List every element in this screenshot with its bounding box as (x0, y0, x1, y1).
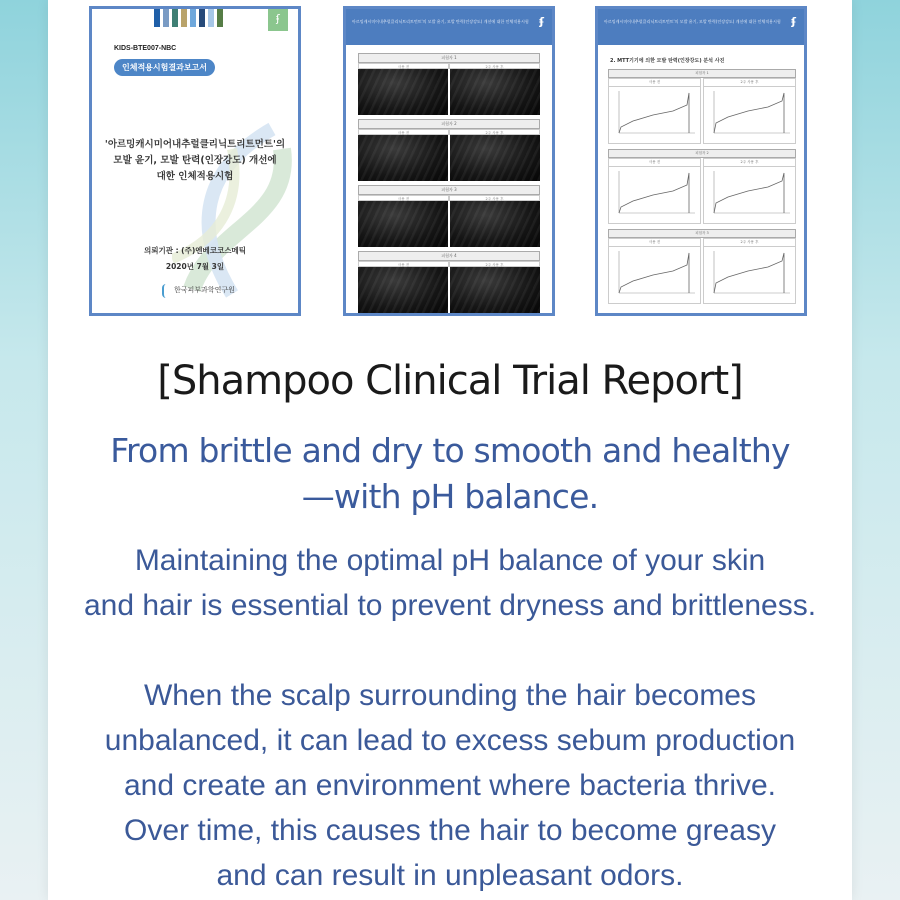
chart-after (703, 158, 796, 224)
report-cover-thumbnail (89, 6, 301, 316)
hair-photo-after (450, 69, 540, 115)
hair-photo-before (358, 201, 448, 247)
hair-photo-before (358, 69, 448, 115)
institute-name: 한국피부과학연구원 (174, 286, 235, 294)
institute-mark-icon (162, 284, 172, 298)
report-type-badge: 인체적용시험결과보고서 (114, 59, 215, 76)
before-column-label: 사용 전 (609, 239, 700, 247)
chart-group (608, 229, 796, 304)
chart-before (608, 78, 701, 144)
hair-section-label: 피험자 1 (358, 53, 540, 63)
hair-photo-before (358, 135, 448, 181)
report-title-line: 대한 인체적용시험 (156, 171, 234, 182)
subtitle-line: From brittle and dry to smooth and healthy (110, 431, 790, 470)
color-strip-bar (190, 9, 196, 27)
paragraph-line: and create an environment where bacteria thrive. (123, 769, 777, 802)
paragraph-line: and hair is essential to prevent dryness and brittleness. (83, 589, 817, 622)
report-client: 의뢰기관 : (주)엔베코코스메틱 (143, 246, 247, 255)
after-column-label: 2주 사용 후 (449, 261, 540, 267)
report-title-line: 모발 윤기, 모발 탄력(인장강도) 개선에 (113, 155, 277, 166)
before-column-label: 사용 전 (358, 195, 449, 201)
paragraph-line: Maintaining the optimal pH balance of your skin (134, 544, 766, 577)
tensile-curve-chart (613, 249, 697, 297)
paragraph-ph-balance (0, 538, 900, 628)
tensile-curve-chart (708, 169, 792, 217)
color-strip-bar (163, 9, 169, 27)
report-title-line: '아르밍캐시미어내추럴클리닉트리트먼트'의 (104, 139, 286, 150)
hair-photo-after (450, 267, 540, 313)
hair-photo-section (358, 251, 540, 313)
tensile-curve-chart (613, 89, 697, 137)
before-column-label: 사용 전 (609, 159, 700, 167)
after-column-label: 2주 사용 후 (704, 159, 795, 167)
paragraph-line: unbalanced, it can lead to excess sebum production (104, 724, 796, 757)
chart-page-title: 2. MTT기기에 의한 모발 탄력(인장강도) 분석 사진 (610, 58, 725, 64)
tensile-chart-page-thumbnail (595, 6, 807, 316)
hair-photo-section (358, 119, 540, 181)
paragraph-line: and can result in unpleasant odors. (216, 859, 684, 892)
color-strip-bar (208, 9, 214, 27)
hair-photo-after (450, 201, 540, 247)
institute-logo-icon: ʄ (268, 9, 288, 31)
chart-group-label: 피험자 3 (608, 229, 796, 238)
before-column-label: 사용 전 (358, 129, 449, 135)
institute-logo-icon: ʄ (539, 15, 544, 28)
hair-photo-page-thumbnail (343, 6, 555, 316)
hair-section-label: 피험자 2 (358, 119, 540, 129)
subtitle (0, 428, 900, 520)
hair-photo-section (358, 185, 540, 247)
cover-color-strip (154, 9, 226, 27)
before-column-label: 사용 전 (358, 261, 449, 267)
after-column-label: 2주 사용 후 (449, 63, 540, 69)
chart-group-label: 피험자 1 (608, 69, 796, 78)
after-column-label: 2주 사용 후 (704, 239, 795, 247)
color-strip-bar (199, 9, 205, 27)
color-strip-bar (217, 9, 223, 27)
subtitle-line: —with pH balance. (301, 477, 599, 516)
page-header-band (598, 9, 804, 45)
report-date: 2020년 7월 3일 (165, 262, 225, 271)
chart-after (703, 78, 796, 144)
report-client-block (92, 243, 298, 275)
page-header-text: 아르밍캐시미어내추럴클리닉트리트먼트'의 모발 윤기, 모발 탄력(인장강도) 개선에 대한 인체적용시험 (604, 19, 781, 24)
after-column-label: 2주 사용 후 (704, 79, 795, 87)
hair-photo-after (450, 135, 540, 181)
page-header-text: 아르밍캐시미어내추럴클리닉트리트먼트'의 모발 윤기, 모발 탄력(인장강도) 개선에 대한 인체적용시험 (352, 19, 529, 24)
hair-section-label: 피험자 4 (358, 251, 540, 261)
chart-group (608, 149, 796, 224)
after-column-label: 2주 사용 후 (449, 195, 540, 201)
hair-section-label: 피험자 3 (358, 185, 540, 195)
color-strip-bar (172, 9, 178, 27)
chart-before (608, 238, 701, 304)
hair-photo-before (358, 267, 448, 313)
chart-after (703, 238, 796, 304)
tensile-curve-chart (708, 89, 792, 137)
tensile-curve-chart (708, 249, 792, 297)
color-strip-bar (181, 9, 187, 27)
page-header-band (346, 9, 552, 45)
report-heading: [Shampoo Clinical Trial Report] (157, 358, 743, 404)
chart-before (608, 158, 701, 224)
paragraph-line: Over time, this causes the hair to become greasy (124, 814, 776, 847)
before-column-label: 사용 전 (609, 79, 700, 87)
report-code: KIDS-BTE007-NBC (114, 45, 177, 52)
chart-group-label: 피험자 2 (608, 149, 796, 158)
report-title (100, 137, 290, 185)
paragraph-scalp-imbalance (0, 673, 900, 898)
hair-photo-section (358, 53, 540, 115)
institute-logo-icon: ʄ (791, 15, 796, 28)
before-column-label: 사용 전 (358, 63, 449, 69)
after-column-label: 2주 사용 후 (449, 129, 540, 135)
chart-group (608, 69, 796, 144)
tensile-curve-chart (613, 169, 697, 217)
paragraph-line: When the scalp surrounding the hair becomes (143, 679, 756, 712)
color-strip-bar (154, 9, 160, 27)
